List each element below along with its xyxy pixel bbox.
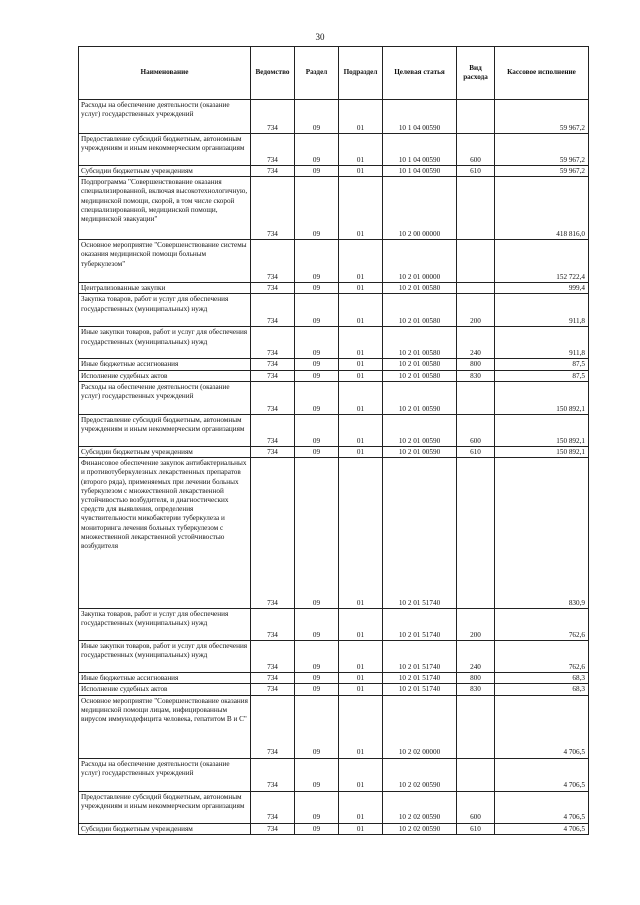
- row-target-cell: 10 2 01 51740: [383, 609, 457, 641]
- row-section-cell: 09: [295, 446, 339, 457]
- row-expense-type-cell: [457, 177, 495, 240]
- table-row: [79, 283, 589, 294]
- row-section-cell: 09: [295, 359, 339, 370]
- table-row: [79, 359, 589, 370]
- row-expense-type-cell: 830: [457, 370, 495, 381]
- row-target-cell: 10 2 01 00000: [383, 240, 457, 283]
- table-row: [79, 381, 589, 414]
- row-subsection-cell: 01: [339, 641, 383, 673]
- row-name-cell: Закупка товаров, работ и услуг для обеспечения государственных (муниципальных) нужд: [79, 609, 251, 641]
- header-name: Наименование: [79, 47, 251, 100]
- row-dept-cell: 734: [251, 791, 295, 823]
- row-section-cell: 09: [295, 294, 339, 327]
- row-expense-type-cell: 830: [457, 684, 495, 695]
- row-target-cell: 10 2 01 51740: [383, 673, 457, 684]
- row-amount-cell: 87,5: [495, 370, 589, 381]
- table-row: [79, 446, 589, 457]
- row-subsection-cell: 01: [339, 327, 383, 359]
- row-section-cell: 09: [295, 240, 339, 283]
- row-subsection-cell: 01: [339, 370, 383, 381]
- table-row: [79, 294, 589, 327]
- row-expense-type-cell: [457, 381, 495, 414]
- row-section-cell: 09: [295, 695, 339, 758]
- row-dept-cell: 734: [251, 327, 295, 359]
- row-target-cell: 10 2 02 00590: [383, 791, 457, 823]
- row-name-cell: Предоставление субсидий бюджетным, автономным учреждениям и иным некоммерческим организациям: [79, 791, 251, 823]
- row-subsection-cell: 01: [339, 177, 383, 240]
- row-target-cell: 10 2 02 00590: [383, 758, 457, 791]
- row-target-cell: 10 2 01 00590: [383, 381, 457, 414]
- row-name-cell: Исполнение судебных актов: [79, 370, 251, 381]
- row-amount-cell: 999,4: [495, 283, 589, 294]
- row-name-cell: Иные бюджетные ассигнования: [79, 359, 251, 370]
- table-row: [79, 458, 589, 609]
- row-dept-cell: 734: [251, 673, 295, 684]
- row-amount-cell: 68,3: [495, 673, 589, 684]
- row-section-cell: 09: [295, 641, 339, 673]
- table-row: [79, 684, 589, 695]
- row-subsection-cell: 01: [339, 134, 383, 166]
- row-subsection-cell: 01: [339, 673, 383, 684]
- row-dept-cell: 734: [251, 294, 295, 327]
- row-amount-cell: 150 892,1: [495, 446, 589, 457]
- row-dept-cell: 734: [251, 283, 295, 294]
- row-amount-cell: 150 892,1: [495, 414, 589, 446]
- row-dept-cell: 734: [251, 414, 295, 446]
- table-row: [79, 609, 589, 641]
- row-expense-type-cell: 610: [457, 823, 495, 834]
- header-execution: Кассовое исполнение: [495, 47, 589, 100]
- row-amount-cell: 87,5: [495, 359, 589, 370]
- row-name-cell: Иные закупки товаров, работ и услуг для обеспечения государственных (муниципальных) нужд: [79, 327, 251, 359]
- row-dept-cell: 734: [251, 381, 295, 414]
- row-amount-cell: 418 816,0: [495, 177, 589, 240]
- row-target-cell: 10 1 04 00590: [383, 134, 457, 166]
- row-expense-type-cell: 240: [457, 327, 495, 359]
- row-expense-type-cell: [457, 240, 495, 283]
- row-name-cell: Иные закупки товаров, работ и услуг для обеспечения государственных (муниципальных) нужд: [79, 641, 251, 673]
- row-target-cell: 10 1 04 00590: [383, 166, 457, 177]
- row-dept-cell: 734: [251, 177, 295, 240]
- row-section-cell: 09: [295, 791, 339, 823]
- row-dept-cell: 734: [251, 684, 295, 695]
- row-expense-type-cell: [457, 695, 495, 758]
- header-section: Раздел: [295, 47, 339, 100]
- row-subsection-cell: 01: [339, 458, 383, 609]
- row-expense-type-cell: [457, 283, 495, 294]
- row-amount-cell: 4 706,5: [495, 823, 589, 834]
- row-expense-type-cell: 600: [457, 414, 495, 446]
- row-amount-cell: 59 967,2: [495, 134, 589, 166]
- row-target-cell: 10 2 01 00580: [383, 327, 457, 359]
- row-target-cell: 10 2 01 00580: [383, 370, 457, 381]
- table-row: [79, 414, 589, 446]
- table-row: [79, 673, 589, 684]
- row-name-cell: Исполнение судебных актов: [79, 684, 251, 695]
- row-amount-cell: 830,9: [495, 458, 589, 609]
- row-target-cell: 10 2 01 00580: [383, 294, 457, 327]
- table-row: [79, 177, 589, 240]
- row-name-cell: Субсидии бюджетным учреждениям: [79, 166, 251, 177]
- row-target-cell: 10 2 01 51740: [383, 684, 457, 695]
- row-name-cell: Основное мероприятие "Совершенствование оказания медицинской помощи лицам, инфицированным вирусом иммунодефицита человека, гепатитом В и С": [79, 695, 251, 758]
- row-expense-type-cell: 610: [457, 166, 495, 177]
- row-name-cell: Расходы на обеспечение деятельности (оказание услуг) государственных учреждений: [79, 758, 251, 791]
- row-subsection-cell: 01: [339, 758, 383, 791]
- row-dept-cell: 734: [251, 134, 295, 166]
- header-target: Целевая статья: [383, 47, 457, 100]
- row-amount-cell: 911,8: [495, 327, 589, 359]
- table-row: [79, 695, 589, 758]
- row-target-cell: 10 1 04 00590: [383, 100, 457, 134]
- row-section-cell: 09: [295, 166, 339, 177]
- row-name-cell: Подпрограмма "Совершенствование оказания специализированной, включая высокотехнологичную, медицинской помощи, скорой, в том числе скорой специализированной, медицинской помощи, медицинской эвакуации": [79, 177, 251, 240]
- table-row: [79, 166, 589, 177]
- row-section-cell: 09: [295, 381, 339, 414]
- row-dept-cell: 734: [251, 240, 295, 283]
- row-section-cell: 09: [295, 609, 339, 641]
- row-name-cell: Иные бюджетные ассигнования: [79, 673, 251, 684]
- row-name-cell: Основное мероприятие "Совершенствование системы оказания медицинской помощи больным туберкулезом": [79, 240, 251, 283]
- table-row: [79, 327, 589, 359]
- row-subsection-cell: 01: [339, 381, 383, 414]
- row-dept-cell: 734: [251, 695, 295, 758]
- row-amount-cell: 59 967,2: [495, 166, 589, 177]
- table-row: [79, 134, 589, 166]
- row-dept-cell: 734: [251, 100, 295, 134]
- row-subsection-cell: 01: [339, 359, 383, 370]
- header-expense-type: Вид расхода: [457, 47, 495, 100]
- row-name-cell: Финансовое обеспечение закупок антибактериальных и противотуберкулезных лекарственных препаратов (второго ряда), применяемых при лечении больных туберкулезом с множественной лекарственной устойчивостью возбудителя, и диагностических средств для выявления, определения чувствительности микобактерии туберкулеза и мониторинга лечения больных туберкулезом с множественной лекарственной устойчивостью возбудителя: [79, 458, 251, 609]
- row-amount-cell: 68,3: [495, 684, 589, 695]
- row-dept-cell: 734: [251, 758, 295, 791]
- row-amount-cell: 762,6: [495, 641, 589, 673]
- row-subsection-cell: 01: [339, 240, 383, 283]
- row-section-cell: 09: [295, 327, 339, 359]
- row-dept-cell: 734: [251, 446, 295, 457]
- row-expense-type-cell: [457, 458, 495, 609]
- table-row: [79, 100, 589, 134]
- row-subsection-cell: 01: [339, 446, 383, 457]
- table-row: [79, 791, 589, 823]
- row-amount-cell: 59 967,2: [495, 100, 589, 134]
- row-section-cell: 09: [295, 458, 339, 609]
- row-name-cell: Закупка товаров, работ и услуг для обеспечения государственных (муниципальных) нужд: [79, 294, 251, 327]
- row-target-cell: 10 2 02 00590: [383, 823, 457, 834]
- row-target-cell: 10 2 00 00000: [383, 177, 457, 240]
- row-dept-cell: 734: [251, 370, 295, 381]
- row-dept-cell: 734: [251, 823, 295, 834]
- row-section-cell: 09: [295, 758, 339, 791]
- row-expense-type-cell: [457, 758, 495, 791]
- row-target-cell: 10 2 01 51740: [383, 641, 457, 673]
- table-header-row: [79, 47, 589, 100]
- row-section-cell: 09: [295, 134, 339, 166]
- budget-table: [78, 46, 589, 835]
- row-amount-cell: 152 722,4: [495, 240, 589, 283]
- row-name-cell: Расходы на обеспечение деятельности (оказание услуг) государственных учреждений: [79, 381, 251, 414]
- row-subsection-cell: 01: [339, 166, 383, 177]
- row-amount-cell: 4 706,5: [495, 758, 589, 791]
- header-subsection: Подраздел: [339, 47, 383, 100]
- row-expense-type-cell: 600: [457, 134, 495, 166]
- row-name-cell: Расходы на обеспечение деятельности (оказание услуг) государственных учреждений: [79, 100, 251, 134]
- row-expense-type-cell: 600: [457, 791, 495, 823]
- row-dept-cell: 734: [251, 458, 295, 609]
- header-dept: Ведомство: [251, 47, 295, 100]
- row-name-cell: Субсидии бюджетным учреждениям: [79, 823, 251, 834]
- row-subsection-cell: 01: [339, 283, 383, 294]
- row-expense-type-cell: 800: [457, 359, 495, 370]
- row-amount-cell: 150 892,1: [495, 381, 589, 414]
- row-amount-cell: 762,6: [495, 609, 589, 641]
- table-row: [79, 641, 589, 673]
- table-row: [79, 240, 589, 283]
- row-subsection-cell: 01: [339, 414, 383, 446]
- row-dept-cell: 734: [251, 609, 295, 641]
- row-subsection-cell: 01: [339, 100, 383, 134]
- row-section-cell: 09: [295, 283, 339, 294]
- row-subsection-cell: 01: [339, 294, 383, 327]
- row-section-cell: 09: [295, 684, 339, 695]
- row-subsection-cell: 01: [339, 823, 383, 834]
- row-amount-cell: 4 706,5: [495, 695, 589, 758]
- page-number: 30: [315, 32, 325, 42]
- row-name-cell: Предоставление субсидий бюджетным, автономным учреждениям и иным некоммерческим организациям: [79, 134, 251, 166]
- row-target-cell: 10 2 01 00580: [383, 283, 457, 294]
- row-subsection-cell: 01: [339, 609, 383, 641]
- table-row: [79, 370, 589, 381]
- row-section-cell: 09: [295, 414, 339, 446]
- row-dept-cell: 734: [251, 641, 295, 673]
- row-section-cell: 09: [295, 177, 339, 240]
- row-expense-type-cell: 610: [457, 446, 495, 457]
- table-row: [79, 823, 589, 834]
- row-subsection-cell: 01: [339, 695, 383, 758]
- row-name-cell: Субсидии бюджетным учреждениям: [79, 446, 251, 457]
- row-dept-cell: 734: [251, 166, 295, 177]
- row-expense-type-cell: 200: [457, 609, 495, 641]
- row-expense-type-cell: [457, 100, 495, 134]
- row-section-cell: 09: [295, 823, 339, 834]
- row-target-cell: 10 2 01 00590: [383, 446, 457, 457]
- row-amount-cell: 4 706,5: [495, 791, 589, 823]
- row-amount-cell: 911,8: [495, 294, 589, 327]
- row-expense-type-cell: 200: [457, 294, 495, 327]
- row-section-cell: 09: [295, 370, 339, 381]
- row-target-cell: 10 2 01 00590: [383, 414, 457, 446]
- row-dept-cell: 734: [251, 359, 295, 370]
- row-expense-type-cell: 240: [457, 641, 495, 673]
- row-target-cell: 10 2 02 00000: [383, 695, 457, 758]
- table-row: [79, 758, 589, 791]
- row-name-cell: Централизованные закупки: [79, 283, 251, 294]
- row-target-cell: 10 2 01 00580: [383, 359, 457, 370]
- row-subsection-cell: 01: [339, 791, 383, 823]
- row-name-cell: Предоставление субсидий бюджетным, автономным учреждениям и иным некоммерческим организациям: [79, 414, 251, 446]
- row-section-cell: 09: [295, 100, 339, 134]
- row-expense-type-cell: 800: [457, 673, 495, 684]
- row-subsection-cell: 01: [339, 684, 383, 695]
- row-section-cell: 09: [295, 673, 339, 684]
- row-target-cell: 10 2 01 51740: [383, 458, 457, 609]
